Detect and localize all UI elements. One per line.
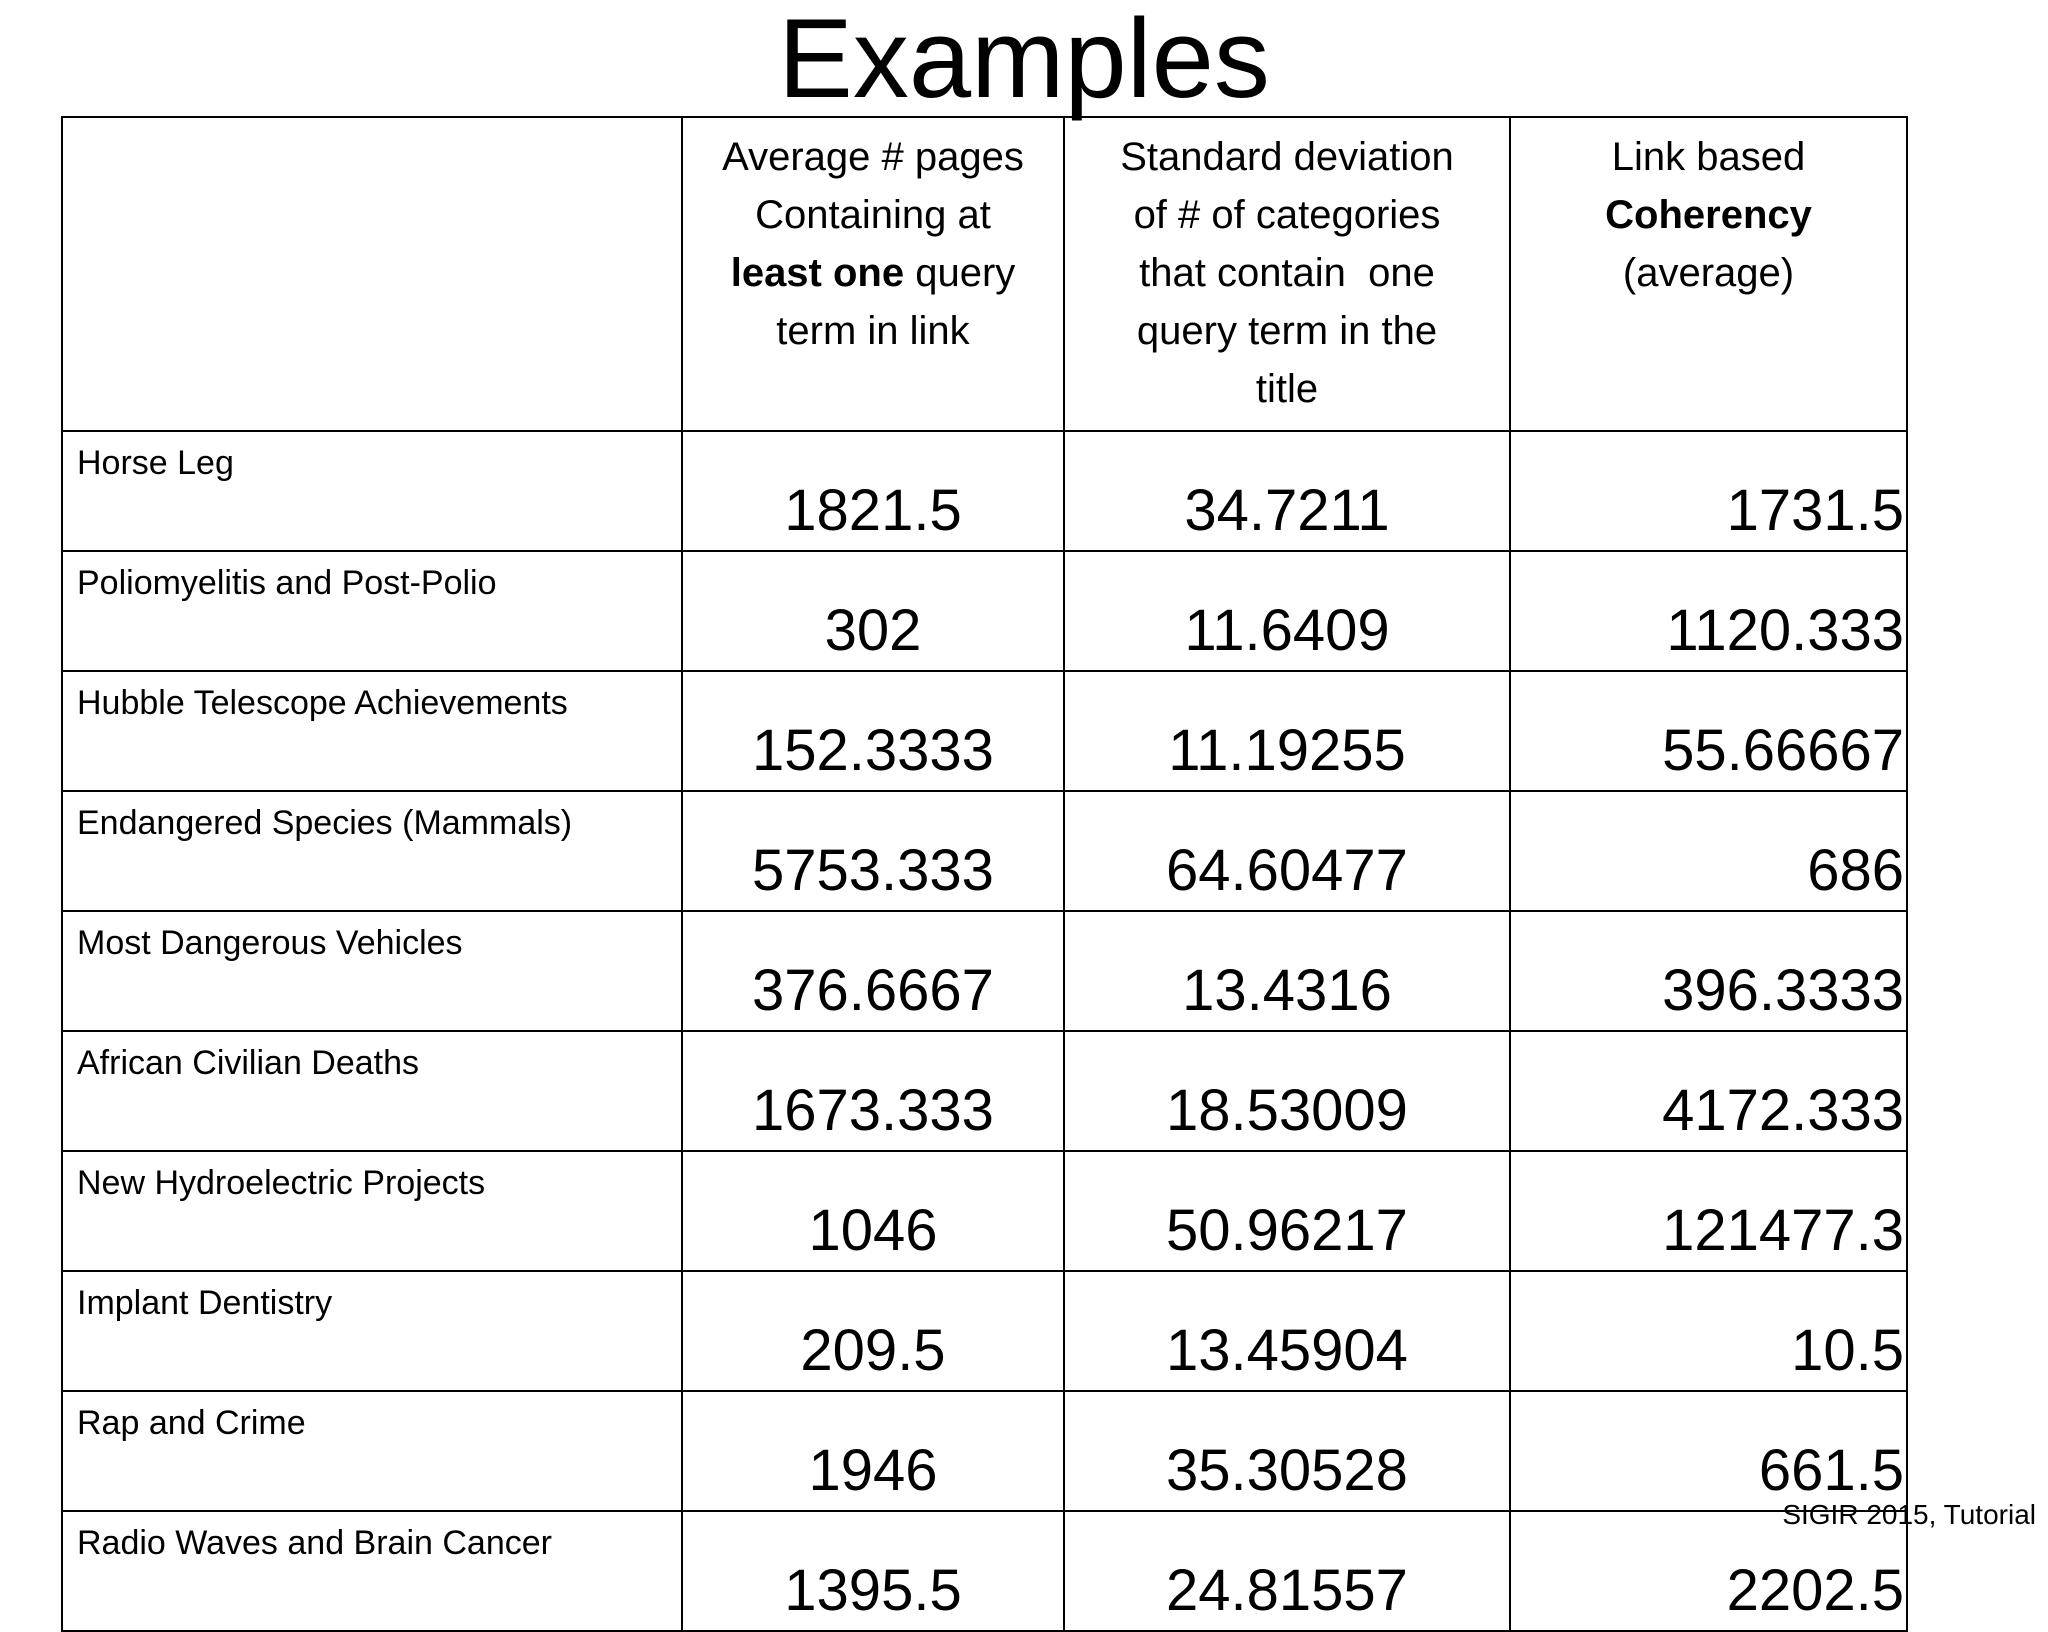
table-row bbox=[62, 791, 1907, 911]
topic-cell: Implant Dentistry bbox=[62, 1271, 682, 1391]
topic-cell: Most Dangerous Vehicles bbox=[62, 911, 682, 1031]
table-row bbox=[62, 1151, 1907, 1271]
std-dev-cell: 34.7211 bbox=[1064, 431, 1510, 551]
std-dev-cell: 64.60477 bbox=[1064, 791, 1510, 911]
topic-cell: Poliomyelitis and Post-Polio bbox=[62, 551, 682, 671]
topic-cell: New Hydroelectric Projects bbox=[62, 1151, 682, 1271]
avg-pages-cell: 1673.333 bbox=[682, 1031, 1064, 1151]
table-row bbox=[62, 431, 1907, 551]
std-dev-cell: 13.45904 bbox=[1064, 1271, 1510, 1391]
header-avg-pages: Average # pages Containing at least one query term in link bbox=[682, 117, 1064, 431]
std-dev-cell: 35.30528 bbox=[1064, 1391, 1510, 1511]
page-title: Examples bbox=[778, 0, 1270, 121]
table-header-row bbox=[62, 117, 1907, 431]
examples-table bbox=[61, 116, 1908, 1632]
topic-cell: African Civilian Deaths bbox=[62, 1031, 682, 1151]
avg-pages-cell: 1395.5 bbox=[682, 1511, 1064, 1631]
avg-pages-cell: 5753.333 bbox=[682, 791, 1064, 911]
coherency-cell: 10.5 bbox=[1510, 1271, 1907, 1391]
coherency-cell: 1120.333 bbox=[1510, 551, 1907, 671]
table-row bbox=[62, 1391, 1907, 1511]
coherency-cell: 121477.3 bbox=[1510, 1151, 1907, 1271]
coherency-cell: 661.5 bbox=[1510, 1391, 1907, 1511]
coherency-cell: 2202.5 bbox=[1510, 1511, 1907, 1631]
header-std-dev: Standard deviation of # of categories that contain one query term in the title bbox=[1064, 117, 1510, 431]
footer-caption: SIGIR 2015, Tutorial bbox=[1782, 1499, 2036, 1530]
topic-cell: Radio Waves and Brain Cancer bbox=[62, 1511, 682, 1631]
table-row bbox=[62, 1271, 1907, 1391]
std-dev-cell: 24.81557 bbox=[1064, 1511, 1510, 1631]
avg-pages-cell: 1046 bbox=[682, 1151, 1064, 1271]
header-topic-cell bbox=[62, 117, 682, 431]
coherency-cell: 1731.5 bbox=[1510, 431, 1907, 551]
table-row bbox=[62, 551, 1907, 671]
avg-pages-cell: 152.3333 bbox=[682, 671, 1064, 791]
coherency-cell: 55.66667 bbox=[1510, 671, 1907, 791]
table-row bbox=[62, 671, 1907, 791]
avg-pages-cell: 302 bbox=[682, 551, 1064, 671]
coherency-cell: 686 bbox=[1510, 791, 1907, 911]
std-dev-cell: 11.6409 bbox=[1064, 551, 1510, 671]
avg-pages-cell: 1946 bbox=[682, 1391, 1064, 1511]
table-row bbox=[62, 911, 1907, 1031]
std-dev-cell: 18.53009 bbox=[1064, 1031, 1510, 1151]
table-row bbox=[62, 1511, 1907, 1631]
table-row bbox=[62, 1031, 1907, 1151]
coherency-cell: 4172.333 bbox=[1510, 1031, 1907, 1151]
topic-cell: Rap and Crime bbox=[62, 1391, 682, 1511]
avg-pages-cell: 1821.5 bbox=[682, 431, 1064, 551]
avg-pages-cell: 209.5 bbox=[682, 1271, 1064, 1391]
topic-cell: Horse Leg bbox=[62, 431, 682, 551]
avg-pages-cell: 376.6667 bbox=[682, 911, 1064, 1031]
std-dev-cell: 50.96217 bbox=[1064, 1151, 1510, 1271]
std-dev-cell: 11.19255 bbox=[1064, 671, 1510, 791]
header-coherency: Link based Coherency (average) bbox=[1510, 117, 1907, 431]
topic-cell: Hubble Telescope Achievements bbox=[62, 671, 682, 791]
coherency-cell: 396.3333 bbox=[1510, 911, 1907, 1031]
std-dev-cell: 13.4316 bbox=[1064, 911, 1510, 1031]
topic-cell: Endangered Species (Mammals) bbox=[62, 791, 682, 911]
